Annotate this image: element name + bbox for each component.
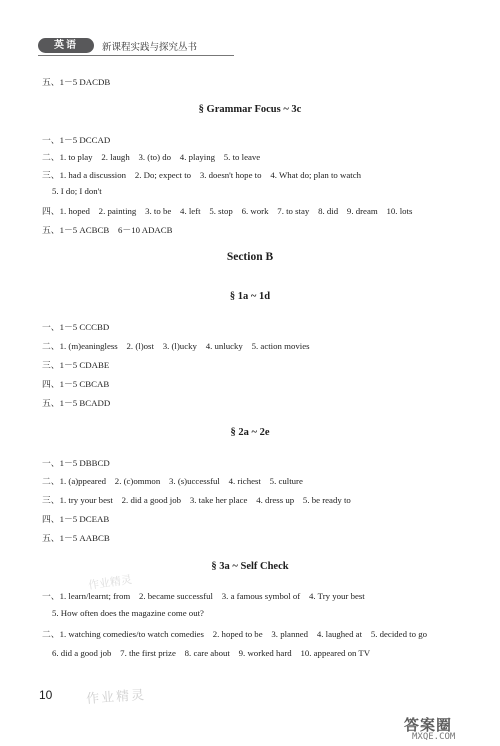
answer-line: 6. did a good job 7. the first prize 8. care about 9. worked hard 10. appeared on TV: [52, 648, 371, 658]
page-number: 10: [39, 688, 53, 702]
heading-1a-1d: § 1a ~ 1d: [229, 291, 271, 302]
answer-line: 一、1－5 CCCBD: [42, 322, 110, 332]
answer-line: 二、1. (a)ppeared 2. (c)ommon 3. (s)uccessful 4. richest 5. culture: [42, 476, 303, 486]
subject-badge: 英语: [38, 38, 94, 53]
answer-line: 四、1－5 CBCAB: [42, 379, 110, 389]
answer-line: 二、1. to play 2. laugh 3. (to) do 4. playing 5. to leave: [42, 152, 261, 162]
answer-line: 五、1－5 DACDB: [42, 77, 111, 87]
header-rule: [38, 55, 234, 56]
answer-line: 四、1. hoped 2. painting 3. to be 4. left 5. stop 6. work 7. to stay 8. did 9. dream 10. lots: [42, 206, 413, 216]
answer-line: 二、1. (m)eaningless 2. (l)ost 3. (l)ucky 4. unlucky 5. action movies: [42, 341, 310, 351]
answer-line: 五、1－5 ACBCB 6－10 ADACB: [42, 225, 173, 235]
answer-line: 一、1. learn/learnt; from 2. became successful 3. a famous symbol of 4. Try your best: [42, 591, 365, 601]
answer-line: 一、1－5 DBBCD: [42, 458, 110, 468]
heading-grammar-focus: § Grammar Focus ~ 3c: [198, 104, 302, 115]
answer-line: 5. I do; I don't: [52, 186, 102, 196]
answer-line: 五、1－5 AABCB: [42, 533, 110, 543]
answer-line: 三、1. try your best 2. did a good job 3. take her place 4. dress up 5. be ready to: [42, 495, 351, 505]
heading-3a-self-check: § 3a ~ Self Check: [211, 561, 289, 572]
faint-stamp: 作业精灵: [85, 687, 147, 708]
answer-line: 5. How often does the magazine come out?: [52, 608, 204, 618]
answer-line: 三、1－5 CDABE: [42, 360, 110, 370]
heading-section-b: Section B: [226, 251, 274, 263]
heading-2a-2e: § 2a ~ 2e: [230, 427, 270, 438]
answer-line: 四、1－5 DCEAB: [42, 514, 110, 524]
running-header: [38, 37, 458, 55]
answer-line: 二、1. watching comedies/to watch comedies 2. hoped to be 3. planned 4. laughed at 5. decided to go: [42, 629, 428, 639]
answer-line: 五、1－5 BCADD: [42, 398, 111, 408]
answer-line: 三、1. had a discussion 2. Do; expect to 3. doesn't hope to 4. What do; plan to watch: [42, 170, 362, 180]
watermark-logo: 答案圈: [404, 716, 453, 734]
watermark-url: MXQE.COM: [412, 732, 456, 742]
answer-line: 一、1－5 DCCAD: [42, 135, 111, 145]
series-title: 新课程实践与探究丛书: [102, 42, 198, 53]
faint-stamp: 作业精灵: [87, 572, 133, 592]
